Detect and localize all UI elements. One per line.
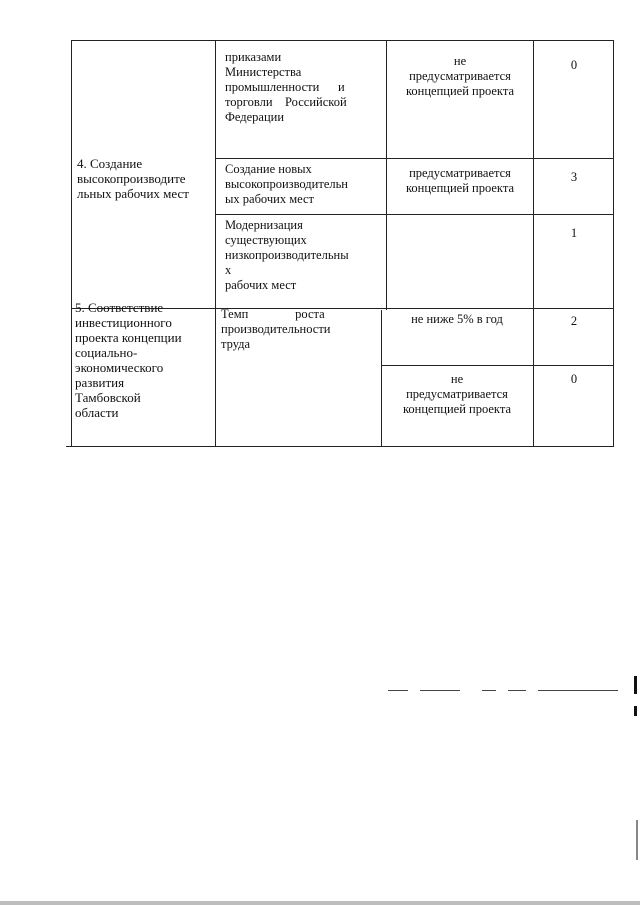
indicator-line: Модернизация [225, 218, 303, 232]
row5-sub1-condition [382, 312, 532, 327]
row4-criterion-line-3: льных рабочих мест [77, 186, 189, 201]
table-left-border [71, 40, 72, 446]
scan-edge-mark [636, 820, 638, 860]
indicator-line: Федерации [225, 110, 285, 124]
indicator-line: промышленности и [225, 80, 345, 94]
indicator-line: приказами [225, 50, 282, 64]
row4-criterion [77, 156, 217, 201]
criterion-line: развития [75, 375, 125, 390]
indicator-line: Темп роста [221, 307, 325, 321]
scan-artifact-line [420, 690, 460, 691]
indicator-line: низкопроизводительны [225, 248, 349, 262]
condition-line: концепцией проекта [402, 402, 511, 416]
indicator-line: торговли Российской [225, 95, 347, 109]
criterion-line: социально- [75, 345, 138, 360]
row5-indicator [221, 307, 381, 352]
criterion-line: Тамбовской [75, 390, 141, 405]
criterion-line: области [75, 405, 119, 420]
table-top-border [71, 40, 614, 41]
indicator-line: труда [221, 337, 251, 351]
row5-sub2-score: 0 [570, 372, 578, 386]
indicator-line: высокопроизводительн [225, 177, 348, 191]
criterion-line: проекта концепции [75, 330, 182, 345]
scan-bottom-band [0, 901, 640, 905]
row-divider-row5-sub [381, 365, 614, 366]
indicator-line: Министерства [225, 65, 302, 79]
column-divider-3 [533, 40, 534, 446]
column-divider-2-upper [386, 40, 387, 310]
scan-edge-mark [634, 706, 637, 716]
indicator-line: производительности [221, 322, 331, 336]
scan-artifact-line [482, 690, 496, 691]
column-divider-1 [215, 40, 216, 446]
scan-edge-mark [634, 676, 637, 694]
scan-artifact-line [388, 690, 408, 691]
row4-sub1-condition [388, 54, 532, 99]
table-bottom-border [66, 446, 614, 447]
row-divider-sub2 [215, 214, 614, 215]
indicator-line: ых рабочих мест [225, 192, 314, 206]
table-right-border [613, 40, 614, 446]
row4-sub2-indicator [225, 162, 385, 207]
condition-line: не [453, 54, 467, 68]
criterion-line: инвестиционного [75, 315, 172, 330]
criterion-line: 5. Соответствие [75, 300, 164, 315]
condition-line: концепцией проекта [405, 84, 514, 98]
row4-criterion-line-2: высокопроизводите [77, 171, 186, 186]
scan-artifact-line [538, 690, 618, 691]
indicator-line: Создание новых [225, 162, 312, 176]
row4-sub3-score: 1 [570, 226, 578, 240]
condition-line: предусматривается [409, 69, 511, 83]
condition-line: концепцией проекта [405, 181, 514, 195]
row4-sub1-indicator [225, 50, 383, 125]
row5-sub2-condition [382, 372, 532, 417]
condition-line: не ниже 5% в год [411, 312, 503, 326]
condition-line: предусматривается [409, 166, 511, 180]
row4-sub2-score: 3 [570, 170, 578, 184]
row5-criterion [75, 300, 215, 420]
row-divider-sub1 [215, 158, 614, 159]
condition-line: предусматривается [406, 387, 508, 401]
row5-sub1-score: 2 [570, 314, 578, 328]
row4-sub1-score: 0 [570, 58, 578, 72]
row4-sub3-indicator [225, 218, 385, 293]
indicator-line: рабочих мест [225, 278, 297, 292]
row4-sub2-condition [388, 166, 532, 196]
condition-line: не [450, 372, 464, 386]
indicator-line: существующих [225, 233, 307, 247]
criterion-line: экономического [75, 360, 164, 375]
indicator-line: х [225, 263, 232, 277]
row4-criterion-line-1: 4. Создание [77, 156, 143, 171]
scan-artifact-line [508, 690, 526, 691]
